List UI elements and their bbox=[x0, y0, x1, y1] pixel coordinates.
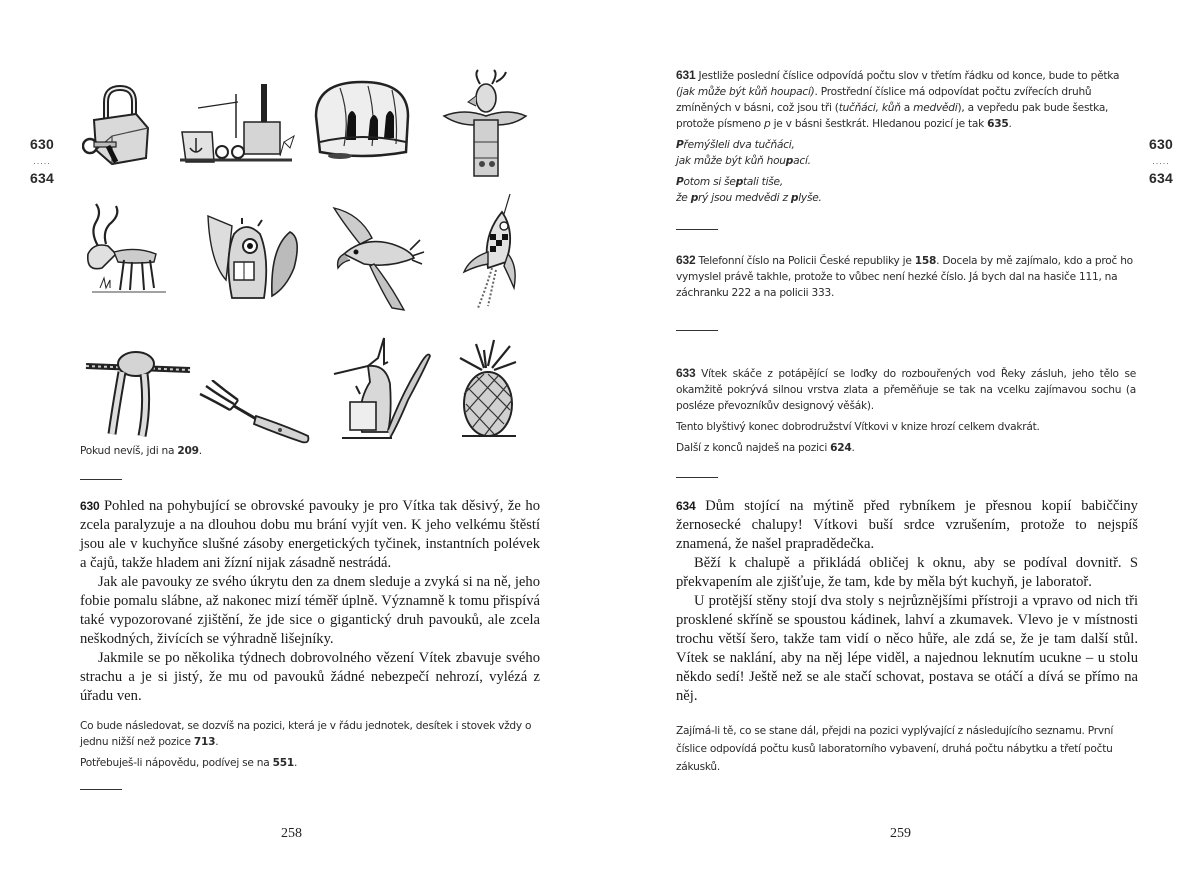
entry-634-note: Zajímá-li tě, co se stane dál, přejdi na pozici vyplývající z následujícího seznamu. První číslice odpovídá počtu kusů laboratorního vybavení, druhá počtu nábytku a třetí počtu zákusků. bbox=[676, 725, 1114, 773]
next-ending-link[interactable]: 624 bbox=[830, 442, 852, 454]
entry-631-text: 631 Jestliže poslední číslice odpovídá počtu slov v třetím řádku od konce, bude to pětka (jak může být kůň houpací). Prostřední číslice má odpovídat počtu zvířecích druhů zmíněných v básni, což jsou tři (tučňáci, kůň a medvědi), a vepředu pak bude šestka, protože písmeno p je v básni šestkrát. Hledanou pozicí je tak 635. bbox=[676, 68, 1120, 130]
section-divider bbox=[676, 330, 718, 331]
entry-630-paragraph-3: Jakmile se po několika týdnech dobrovolného vězení Vítek zbavuje svého strachu a je si jistý, že mu od pavouků žádné nebezpečí nehrozí, vylézá z úřadu ven. bbox=[80, 650, 540, 704]
entry-634-paragraph-2: Běží k chalupě a přikládá obličej k oknu, aby se podíval dovnitř. S překvapením ale zjišťuje, že tam, kde by měla být kuchyň, je laboratoř. bbox=[676, 555, 1138, 590]
entry-632-text: 632 Telefonní číslo na Policii České republiky je 158. Docela by mě zajímalo, kdo a proč ho vymyslel právě takhle, protože to vůbec není hezké číslo. Já bych dal na hasiče 111, na záchranku 222 a na policii 333. bbox=[676, 253, 1133, 299]
entry-630-paragraph-1: 630 Pohled na pohybující se obrovské pavouky je pro Vítka tak děsivý, že ho zcela paralyzuje a na dlouhou dobu mu brání vyjít ven. K jeho velkému štěstí jsou ale v kuchyňce slušné zásoby energetických tyčinek, instantních polévek a čajů, takže hladem ani žízní nijak zásadně nestrádá. bbox=[80, 498, 540, 571]
help-target-link[interactable]: 551 bbox=[272, 757, 294, 769]
entry-630 bbox=[80, 497, 540, 706]
entry-634-paragraph-3: U protější stěny stojí dva stoly s nejrůznějšími přístroji a vpravo od nich tři prosklené skříně se spoustou kádinek, lahví a zkumavek. Vlevo je v místnosti trochu větší šero, takže tam vidí o něco hůře, ale zdá se, že je tam další stůl. Vítek se naklání, aby na něj lépe viděl, a najednou leknutím ucukne – u stolu někdo sedí! Ještě než se ale stačí schovat, postava se otáčí a dívá se přímo na něj. bbox=[676, 593, 1138, 704]
entry-633-next: Další z konců najdeš na pozici 624. bbox=[676, 442, 855, 454]
poem-line: Přemýšleli dva tučňáci, bbox=[676, 139, 795, 151]
thumb-index-left bbox=[22, 136, 62, 186]
bus-illustration bbox=[310, 76, 414, 168]
thumb-index-bottom: 634 bbox=[30, 170, 54, 186]
section-divider bbox=[80, 479, 122, 480]
page-number-right: 259 bbox=[890, 826, 911, 841]
entry-number: 633 bbox=[676, 366, 696, 380]
thumb-index-bottom: 634 bbox=[1149, 170, 1173, 186]
entry-632 bbox=[676, 252, 1136, 306]
entry-634 bbox=[676, 497, 1138, 706]
ship-illustration bbox=[176, 82, 296, 164]
page-number-left: 258 bbox=[281, 826, 302, 841]
hint-target-link[interactable]: 209 bbox=[177, 445, 199, 457]
right-page bbox=[600, 0, 1200, 879]
section-divider bbox=[676, 229, 718, 230]
poem-stanza-2 bbox=[676, 174, 1136, 206]
entry-631 bbox=[676, 67, 1136, 211]
poem-stanza-1 bbox=[676, 137, 1136, 169]
antelope-illustration bbox=[80, 202, 170, 298]
thumb-index-top: 630 bbox=[1149, 136, 1173, 152]
thumb-index-right bbox=[1141, 136, 1181, 186]
entry-633 bbox=[676, 365, 1136, 461]
entry-630-note-next: Co bude následovat, se dozvíš na pozici, která je v řádu jednotek, desítek i stovek vždy o jednu nižší než pozice 713. bbox=[80, 720, 532, 748]
thumb-index-separator: ..... bbox=[1152, 156, 1170, 166]
entry-number: 634 bbox=[676, 499, 696, 513]
totem-pole-illustration bbox=[440, 68, 530, 180]
kangaroo-illustration bbox=[332, 334, 436, 444]
entry-630-notes bbox=[80, 718, 538, 776]
illustration-hint: Pokud nevíš, jdi na 209. bbox=[80, 445, 202, 457]
poem-line: jak může být kůň houpací. bbox=[676, 155, 811, 167]
beaver-illustration bbox=[202, 208, 306, 302]
entry-633-note: Tento blyštivý konec dobrodružství Vítkovi v knize hrozí celkem dvakrát. bbox=[676, 421, 1040, 433]
entry-number: 630 bbox=[80, 499, 100, 513]
entry-633-text: 633 Vítek skáče z potápějící se loďky do rozbouřených vod Řeky zásluh, jeho tělo se okamžitě pokrývá silnou vrstva zlata a přeměňuje se tak na vcelku zajímavou sochu (a posléze převozníkův designový věšák). bbox=[676, 366, 1136, 412]
pineapple-illustration bbox=[454, 338, 524, 442]
thumb-index-top: 630 bbox=[30, 136, 54, 152]
eagle-illustration bbox=[330, 204, 426, 314]
knot-illustration bbox=[82, 346, 194, 446]
fork-illustration bbox=[196, 380, 316, 450]
rocket-illustration bbox=[458, 192, 522, 310]
padlock-illustration bbox=[82, 84, 152, 166]
entry-634-paragraph-1: 634 Dům stojící na mýtině před rybníkem je přesnou kopií babiččiny žernosecké chalupy! Vítkovi buší srdce vzrušením, protože to nejspíš znamená, že našel prapradědečka. bbox=[676, 498, 1138, 552]
section-divider bbox=[676, 477, 718, 478]
thumb-index-separator: ..... bbox=[33, 156, 51, 166]
entry-number: 632 bbox=[676, 253, 696, 267]
section-divider bbox=[80, 789, 122, 790]
entry-number: 631 bbox=[676, 68, 696, 82]
entry-630-note-help: Potřebuješ-li nápovědu, podívej se na 551. bbox=[80, 757, 298, 769]
answer-target-link[interactable]: 635 bbox=[987, 118, 1009, 130]
poem-line: Potom si šeptali tiše, bbox=[676, 176, 783, 188]
entry-630-paragraph-2: Jak ale pavouky ze svého úkrytu den za dnem sleduje a zvyká si na ně, jeho fobie pomalu slábne, až nakonec mizí téměř úplně. Významně k tomu přispívá také vypozorované zjištění, že jde sice o gigantický druh pavouků, ale zcela neškodných, živících se výhradně lišejníky. bbox=[80, 574, 540, 647]
poem-line: že prý jsou medvědi z plyše. bbox=[676, 192, 822, 204]
note-target-link[interactable]: 713 bbox=[193, 736, 216, 748]
